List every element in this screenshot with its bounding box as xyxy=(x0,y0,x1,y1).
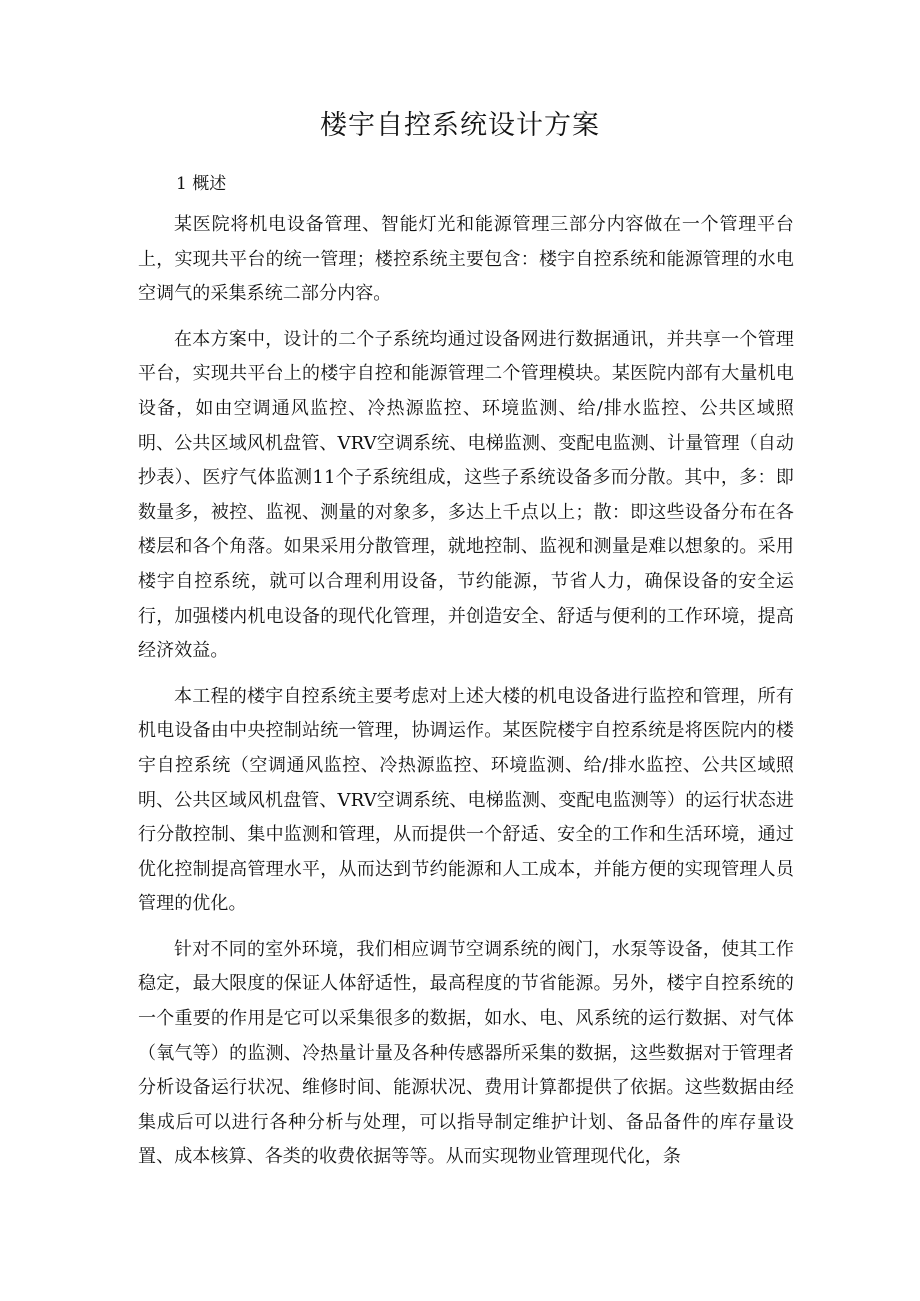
document-body xyxy=(138,170,794,1186)
document-title: 楼宇自控系统设计方案 xyxy=(320,110,600,141)
paragraph-3: 本工程的楼宇自控系统主要考虑对上述大楼的机电设备进行监控和管理，所有机电设备由中央控制站统一管理，协调运作。某医院楼宇自控系统是将医院内的楼宇自控系统（空调通风监控、冷热源监控、环境监测、给/排水监控、公共区域照明、公共区域风机盘管、VRV空调系统、电梯监测、变配电监测等）的运行状态进行分散控制、集中监测和管理，从而提供一个舒适、安全的工作和生活环境，通过优化控制提高管理水平，从而达到节约能源和人工成本，并能方便的实现管理人员管理的优化。 xyxy=(138,685,794,915)
paragraph-4: 针对不同的室外环境，我们相应调节空调系统的阀门，水泵等设备，使其工作稳定，最大限度的保证人体舒适性，最高程度的节省能源。另外，楼宇自控系统的一个重要的作用是它可以采集很多的数据，如水、电、风系统的运行数据、对气体（氧气等）的监测、冷热量计量及各种传感器所采集的数据，这些数据对于管理者分析设备运行状况、维修时间、能源状况、费用计算都提供了依据。这些数据由经集成后可以进行各种分析与处理，可以指导制定维护计划、备品备件的库存量设置、成本核算、各类的收费依据等等。从而实现物业管理现代化，条 xyxy=(138,938,794,1168)
paragraph-2: 在本方案中，设计的二个子系统均通过设备网进行数据通讯，并共享一个管理平台，实现共平台上的楼宇自控和能源管理二个管理模块。某医院内部有大量机电设备，如由空调通风监控、冷热源监控、环境监测、给/排水监控、公共区域照明、公共区域风机盘管、VRV空调系统、电梯监测、变配电监测、计量管理（自动抄表）、医疗气体监测11个子系统组成，这些子系统设备多而分散。其中，多：即数量多，被控、监视、测量的对象多，多达上千点以上；散：即这些设备分布在各楼层和各个角落。如果采用分散管理，就地控制、监视和测量是难以想象的。采用楼宇自控系统，就可以合理利用设备，节约能源，节省人力，确保设备的安全运行，加强楼内机电设备的现代化管理，并创造安全、舒适与便利的工作环境，提高经济效益。 xyxy=(138,328,794,662)
section-heading: 1 概述 xyxy=(176,174,227,194)
paragraph-1: 某医院将机电设备管理、智能灯光和能源管理三部分内容做在一个管理平台上，实现共平台的统一管理；楼控系统主要包含：楼宇自控系统和能源管理的水电空调气的采集系统二部分内容。 xyxy=(138,214,794,305)
